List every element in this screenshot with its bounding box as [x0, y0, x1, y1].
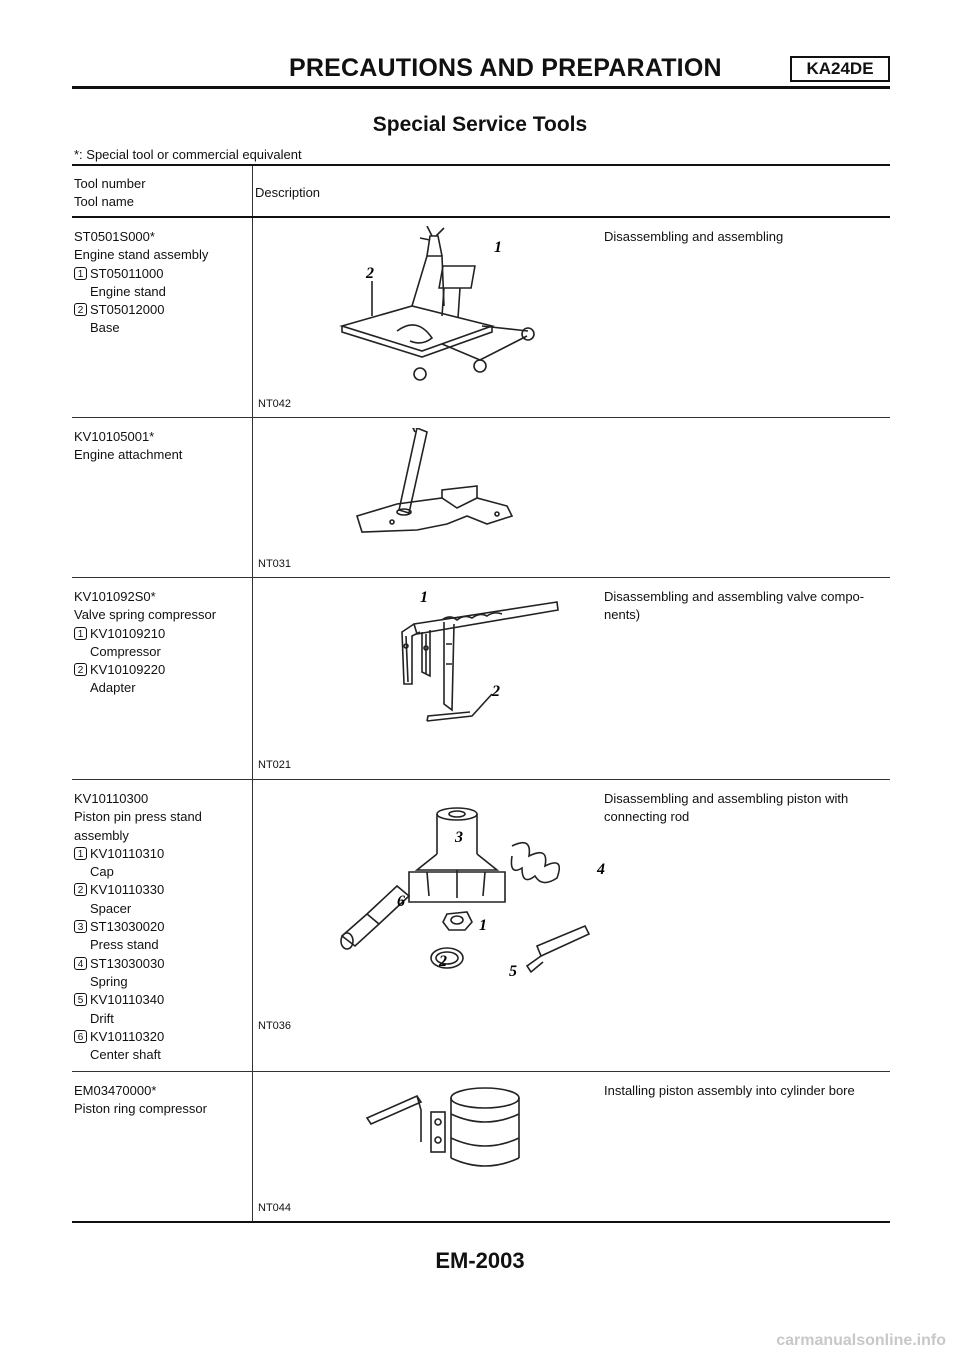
part-code: KV10109220	[90, 662, 166, 678]
part-name: Center shaft	[90, 1047, 161, 1063]
callout-4-icon: 4	[74, 957, 87, 970]
tool-name: Engine attachment	[74, 447, 183, 463]
engine-code-badge: KA24DE	[790, 56, 890, 82]
tool-name: Piston ring compressor	[74, 1101, 207, 1117]
part-code: ST13030020	[90, 919, 165, 935]
table-bottom-rule	[72, 1221, 890, 1223]
tool-number: KV10105001*	[74, 429, 155, 444]
callout-1-icon: 1	[74, 267, 87, 280]
table-header-row	[72, 166, 890, 216]
callout-6-icon: 6	[74, 1030, 87, 1043]
callout-1-label: 1	[479, 917, 487, 934]
table-row	[72, 418, 890, 577]
table-row	[72, 780, 890, 1071]
callout-2-label: 2	[439, 953, 447, 970]
part-name: Press stand	[90, 937, 159, 953]
tool-name: Piston pin press stand assembly	[74, 809, 202, 843]
engine-stand-illustration	[332, 226, 562, 396]
special-tools-table	[72, 164, 890, 1223]
tool-number: KV10110300	[74, 791, 149, 806]
part-code: ST05012000	[90, 302, 165, 318]
header-title: PRECAUTIONS AND PREPARATION	[289, 54, 722, 82]
callout-2-icon: 2	[74, 883, 87, 896]
figure-code: NT031	[258, 558, 292, 570]
piston-pin-press-stand-illustration	[317, 806, 617, 1046]
watermark: carmanualsonline.info	[776, 1332, 946, 1349]
figure-code: NT044	[258, 1202, 292, 1214]
callout-3-label: 3	[455, 829, 463, 846]
part-name: Base	[90, 320, 120, 336]
callout-5-icon: 5	[74, 993, 87, 1006]
tool-description: Installing piston assembly into cylinder bore	[604, 1083, 855, 1098]
part-code: KV10110340	[90, 992, 165, 1008]
piston-ring-compressor-illustration	[357, 1082, 557, 1192]
callout-3-icon: 3	[74, 920, 87, 933]
part-name: Spacer	[90, 900, 132, 916]
callout-1-label: 1	[420, 589, 428, 606]
part-name: Cap	[90, 864, 114, 880]
tool-number: KV101092S0*	[74, 589, 156, 604]
header-tool-number: Tool number	[74, 176, 146, 191]
callout-2-icon: 2	[74, 303, 87, 316]
page-number: EM-2003	[435, 1248, 525, 1273]
tool-description: Disassembling and assembling piston with connecting rod	[604, 791, 849, 825]
callout-1-icon: 1	[74, 847, 87, 860]
tool-number: EM03470000*	[74, 1083, 157, 1098]
figure-code: NT021	[258, 759, 292, 771]
table-row	[72, 578, 890, 779]
part-name: Spring	[90, 973, 128, 989]
part-code: ST05011000	[90, 265, 164, 281]
part-name: Adapter	[90, 680, 136, 696]
tool-number: ST0501S000*	[74, 229, 155, 244]
figure-code: NT042	[258, 398, 292, 410]
engine-attachment-illustration	[347, 428, 547, 548]
tool-description: Disassembling and assembling valve compo-nents)	[604, 589, 865, 623]
tool-name: Valve spring compressor	[74, 607, 217, 623]
part-name: Engine stand	[90, 283, 166, 299]
section-title: Special Service Tools	[372, 113, 588, 136]
tool-description: Disassembling and assembling	[604, 229, 784, 244]
valve-spring-compressor-illustration	[322, 584, 582, 744]
page-header	[72, 48, 890, 84]
part-code: KV10110310	[90, 845, 165, 861]
callout-1-label: 1	[494, 239, 502, 256]
header-rule	[72, 86, 890, 89]
callout-2-icon: 2	[74, 663, 87, 676]
callout-1-icon: 1	[74, 627, 87, 640]
part-code: KV10109210	[90, 625, 166, 641]
table-row	[72, 1072, 890, 1221]
callout-4-label: 4	[597, 861, 605, 878]
callout-2-label: 2	[366, 265, 374, 282]
tool-name: Engine stand assembly	[74, 247, 209, 263]
part-code: ST13030030	[90, 955, 165, 971]
figure-code: NT036	[258, 1020, 292, 1032]
part-code: KV10110320	[90, 1028, 165, 1044]
header-description: Description	[255, 185, 321, 200]
header-tool-name: Tool name	[74, 194, 134, 210]
part-name: Drift	[90, 1010, 114, 1026]
callout-5-label: 5	[509, 963, 517, 980]
table-note: *: Special tool or commercial equivalent	[74, 147, 302, 162]
callout-2-label: 2	[492, 683, 500, 700]
part-name: Compressor	[90, 643, 161, 659]
table-row	[72, 218, 890, 417]
callout-6-label: 6	[397, 893, 405, 910]
part-code: KV10110330	[90, 882, 165, 898]
